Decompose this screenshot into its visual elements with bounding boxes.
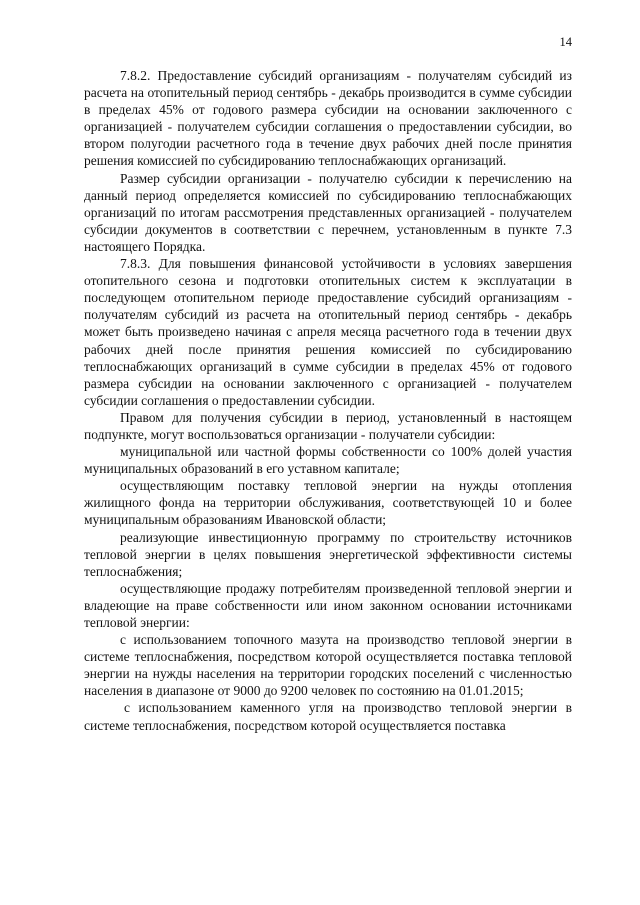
list-item-heat-supply: осуществляющим поставку тепловой энергии на нужды отопления жилищного фонда на территории обслуживания, соответствующей 10 и более муниципальным образованиям Ивановской области; bbox=[84, 478, 572, 528]
paragraph-7-8-2: 7.8.2. Предоставление субсидий организациям - получателям субсидий из расчета на отопительный период сентябрь - декабрь производится в сумме субсидии в пределах 45% от годового размера субсидии на основании заключенного с организацией - получателем субсидии соглашения о предоставлении субсидии, во втором полугодии расчетного года в течение двух рабочих дней после принятия решения комиссией по субсидированию теплоснабжающих организаций. bbox=[84, 68, 572, 169]
list-item-investment-program: реализующие инвестиционную программу по строительству источников тепловой энергии в целях повышения энергетической эффективности системы теплоснабжения; bbox=[84, 529, 572, 579]
list-item-coal: с использованием каменного угля на производство тепловой энергии в системе теплоснабжения, посредством которой осуществляется поставка bbox=[84, 700, 572, 733]
paragraph-eligibility: Правом для получения субсидии в период, установленный в настоящем подпункте, могут воспользоваться организации - получатели субсидии: bbox=[84, 409, 572, 442]
list-item-heat-sale: осуществляющие продажу потребителям произведенной тепловой энергии и владеющие на праве собственности или ином законном основании источниками тепловой энергии: bbox=[84, 580, 572, 630]
paragraph-subsidy-size: Размер субсидии организации - получателю субсидии к перечислению на данный период определяется комиссией по субсидированию теплоснабжающих организаций по итогам рассмотрения представленных организацией - получателем субсидии документов в соответствии с перечнем, установленным в пункте 7.3 настоящего Порядка. bbox=[84, 170, 572, 254]
list-item-ownership: муниципальной или частной формы собственности со 100% долей участия муниципальных образований в его уставном капитале; bbox=[84, 444, 572, 477]
page-number: 14 bbox=[559, 35, 572, 49]
document-body bbox=[84, 67, 572, 734]
paragraph-7-8-3: 7.8.3. Для повышения финансовой устойчивости в условиях завершения отопительного сезона и подготовки отопительных систем к эксплуатации в последующем отопительном периоде предоставление субсидий организациям - получателям субсидий из расчета на отопительный период сентябрь - декабрь может быть произведено начиная с апреля месяца расчетного года в течении двух рабочих дней после принятия решения комиссией по субсидированию теплоснабжающих организаций в сумме субсидии в пределах 45% от годового размера субсидии на основании заключенного с организацией - получателем субсидии соглашения о предоставлении субсидии. bbox=[84, 256, 572, 408]
list-item-fuel-oil: с использованием топочного мазута на производство тепловой энергии в системе теплоснабжения, посредством которой осуществляется поставка тепловой энергии на нужды населения на территории городских поселений с численностью населения в диапазоне от 9000 до 9200 человек по состоянию на 01.01.2015; bbox=[84, 632, 572, 699]
